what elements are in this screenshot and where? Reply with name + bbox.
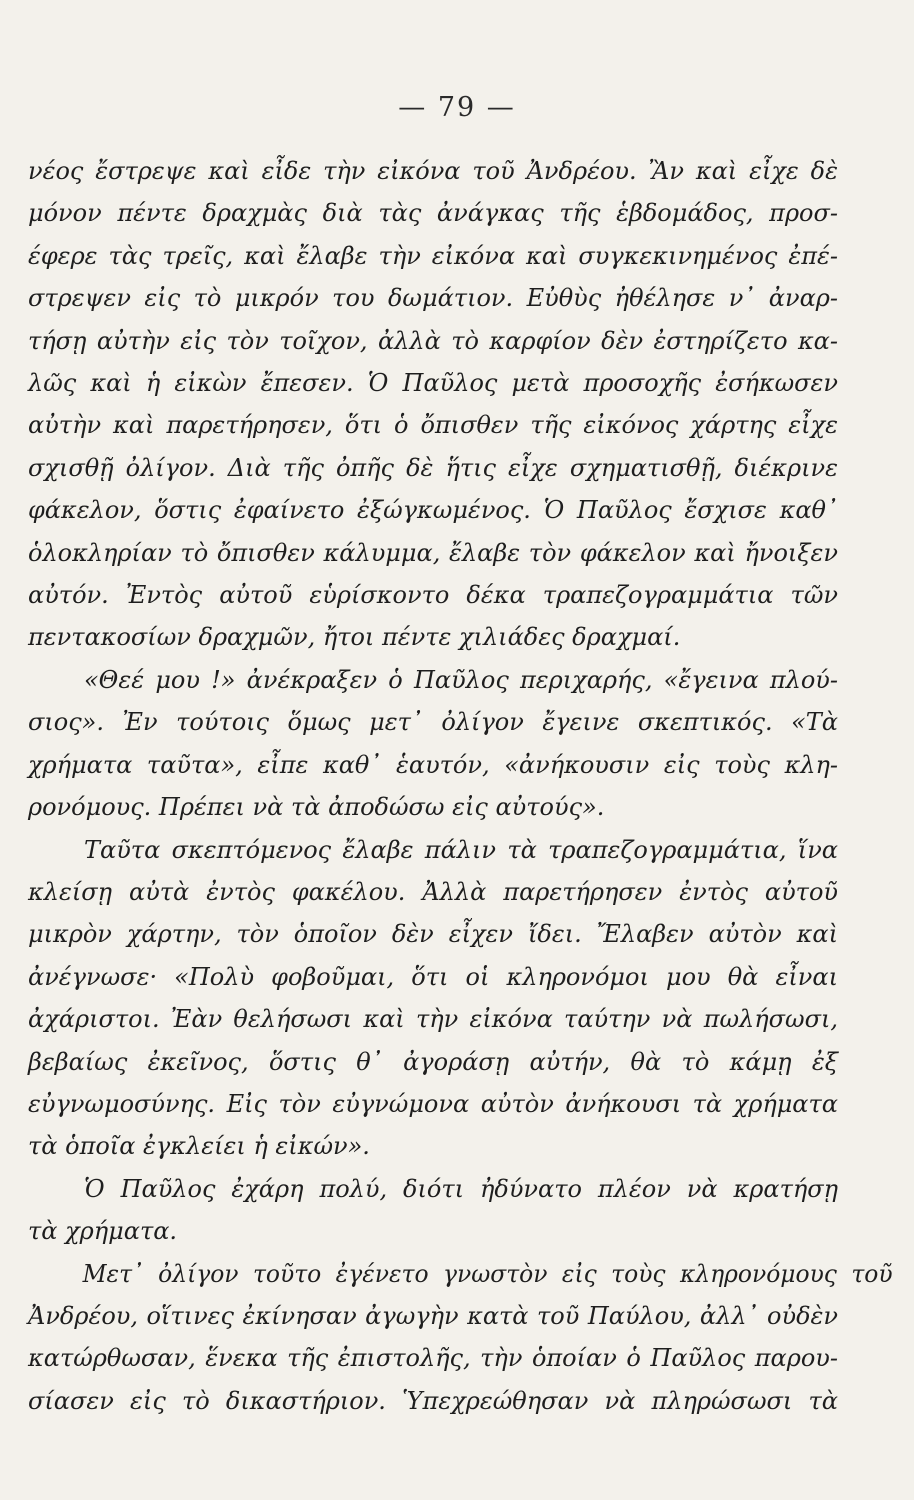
text-line: φάκελον, ὅστις ἐφαίνετο ἐξώγκωμένος. Ὁ Παῦλος ἔσχισε καθ᾿ xyxy=(28,496,838,525)
text-line: Μετ᾿ ὀλίγον τοῦτο ἐγένετο γνωστὸν εἰς τοὺς κληρονόμους τοῦ xyxy=(82,1259,893,1288)
text-line: βεβαίως ἐκεῖνος, ὅστις θ᾿ ἀγοράσῃ αὐτήν, θὰ τὸ κάμῃ ἐξ xyxy=(28,1047,838,1076)
text-line: αὐτὴν καὶ παρετήρησεν, ὅτι ὁ ὄπισθεν τῆς εἰκόνος χάρτης εἶχε xyxy=(28,411,838,440)
text-line: νέος ἔστρεψε καὶ εἶδε τὴν εἰκόνα τοῦ Ἀνδρέου. Ἂν καὶ εἶχε δὲ xyxy=(28,157,838,185)
text-line: εὐγνωμοσύνης. Εἰς τὸν εὐγνώμονα αὐτὸν ἀνήκουσι τὰ χρήματα xyxy=(28,1089,838,1118)
text-line: ἀνέγνωσε· «Πολὺ φοβοῦμαι, ὅτι οἱ κληρονόμοι μου θὰ εἶναι xyxy=(28,962,838,991)
text-line: Ταῦτα σκεπτόμενος ἔλαβε πάλιν τὰ τραπεζογραμμάτια, ἵνα xyxy=(84,835,838,864)
text-line: τὰ χρήματα. xyxy=(28,1217,178,1246)
text-line: ρονόμους. Πρέπει νὰ τὰ ἀποδώσω εἰς αὐτούς». xyxy=(28,793,605,822)
text-line: ἀχάριστοι. Ἐὰν θελήσωσι καὶ τὴν εἰκόνα ταύτην νὰ πωλήσωσι, xyxy=(28,1005,838,1034)
text-line: λῶς καὶ ἡ εἰκὼν ἔπεσεν. Ὁ Παῦλος μετὰ προσοχῆς ἐσήκωσεν xyxy=(28,369,838,398)
text-line: Ὁ Παῦλος ἐχάρη πολύ, διότι ἠδύνατο πλέον νὰ κρατήσῃ xyxy=(84,1174,838,1203)
text-line: σχισθῇ ὀλίγον. Διὰ τῆς ὀπῆς δὲ ἥτις εἶχε σχηματισθῇ, διέκρινε xyxy=(28,453,838,482)
text-line: πεντακοσίων δραχμῶν, ἤτοι πέντε χιλιάδες δραχμαί. xyxy=(28,623,681,652)
text-line: στρεψεν εἰς τὸ μικρόν του δωμάτιον. Εὐθὺς ἠθέλησε ν᾿ ἀναρ- xyxy=(28,284,838,313)
page-number: — 79 — xyxy=(398,92,516,123)
text-line: χρήματα ταῦτα», εἶπε καθ᾿ ἑαυτόν, «ἀνήκουσιν εἰς τοὺς κλη- xyxy=(28,750,838,779)
text-line: αὐτόν. Ἐντὸς αὐτοῦ εὑρίσκοντο δέκα τραπεζογραμμάτια τῶν xyxy=(28,581,838,610)
text-line: σίασεν εἰς τὸ δικαστήριον. Ὑπεχρεώθησαν νὰ πληρώσωσι τὰ xyxy=(28,1386,838,1415)
text-line: σιος». Ἐν τούτοις ὅμως μετ᾿ ὀλίγον ἔγεινε σκεπτικός. «Τὰ xyxy=(28,708,838,737)
text-line: μικρὸν χάρτην, τὸν ὁποῖον δὲν εἶχεν ἴδει. Ἔλαβεν αὐτὸν καὶ xyxy=(28,920,838,949)
text-line: ὁλοκληρίαν τὸ ὄπισθεν κάλυμμα, ἔλαβε τὸν φάκελον καὶ ἤνοιξεν xyxy=(28,538,838,567)
text-line: «Θεέ μου !» ἀνέκραξεν ὁ Παῦλος περιχαρής, «ἔγεινα πλού- xyxy=(84,665,838,694)
text-line: Ἀνδρέου, οἵτινες ἐκίνησαν ἀγωγὴν κατὰ τοῦ Παύλου, ἀλλ᾿ οὐδὲν xyxy=(28,1301,838,1330)
text-line: τήσῃ αὐτὴν εἰς τὸν τοῖχον, ἀλλὰ τὸ καρφίον δὲν ἐστηρίζετο κα- xyxy=(28,326,838,355)
text-line: μόνον πέντε δραχμὰς διὰ τὰς ἀνάγκας τῆς ἑβδομάδος, προσ- xyxy=(28,199,838,228)
text-line: έφερε τὰς τρεῖς, καὶ ἔλαβε τὴν εἰκόνα καὶ συγκεκινημένος ἐπέ- xyxy=(28,241,838,270)
body-text xyxy=(28,150,893,1422)
text-line: τὰ ὁποῖα ἐγκλείει ἡ εἰκών». xyxy=(28,1132,370,1161)
text-line: κατώρθωσαν, ἕνεκα τῆς ἐπιστολῆς, τὴν ὁποίαν ὁ Παῦλος παρου- xyxy=(28,1344,838,1373)
text-line: κλείσῃ αὐτὰ ἐντὸς φακέλου. Ἀλλὰ παρετήρησεν ἐντὸς αὐτοῦ xyxy=(28,877,838,906)
